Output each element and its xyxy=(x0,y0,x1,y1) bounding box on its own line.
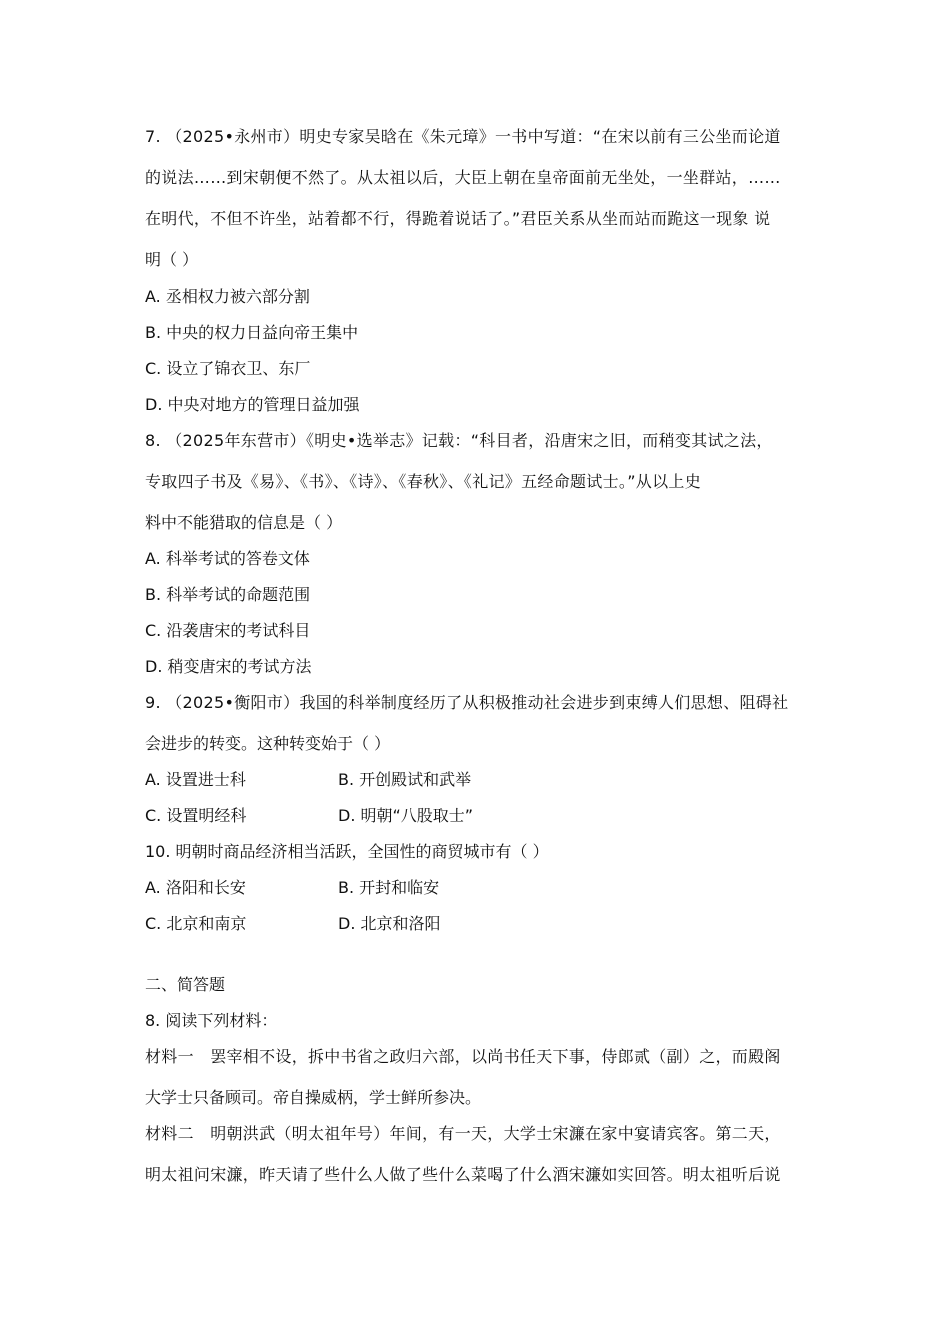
q7-option-b: B. 中央的权力日益向帝王集中 xyxy=(145,323,359,342)
q10-line-1: 10. 明朝时商品经济相当活跃，全国性的商贸城市有（ ） xyxy=(145,842,549,861)
q9-option-a: A. 设置进士科 xyxy=(145,770,246,789)
material-2-line-2: 明太祖问宋濂，昨天请了些什么人做了些什么菜喝了什么酒宋濂如实回答。明太祖听后说 xyxy=(145,1165,781,1184)
q9-line-1: 9. （2025•衡阳市）我国的科举制度经历了从积极推动社会进步到束缚人们思想、阻碍社 xyxy=(145,693,789,712)
q8-option-d: D. 稍变唐宋的考试方法 xyxy=(145,657,312,676)
material-1-line-1: 材料一 罢宰相不设，拆中书省之政归六部，以尚书任天下事，侍郎贰（副）之，而殿阁 xyxy=(145,1047,781,1066)
q9-option-c: C. 设置明经科 xyxy=(145,806,247,825)
s2-q8-title: 8. 阅读下列材料： xyxy=(145,1011,278,1030)
q7-option-a: A. 丞相权力被六部分割 xyxy=(145,287,310,306)
q8-option-b: B. 科举考试的命题范围 xyxy=(145,585,311,604)
q9-option-d: D. 明朝“八股取士” xyxy=(338,806,474,825)
q10-option-b: B. 开封和临安 xyxy=(338,878,440,897)
q7-line-3: 在明代，不但不许坐，站着都不行，得跪着说话了。”君臣关系从坐而站而跪这一现象 说 xyxy=(145,209,771,228)
material-2-line-1: 材料二 明朝洪武（明太祖年号）年间，有一天，大学士宋濂在家中宴请宾客。第二天， xyxy=(145,1124,781,1143)
q10-option-a: A. 洛阳和长安 xyxy=(145,878,246,897)
q7-line-2: 的说法……到宋朝便不然了。从太祖以后，大臣上朝在皇帝面前无坐处，一坐群站，…… xyxy=(145,168,781,187)
q7-option-d: D. 中央对地方的管理日益加强 xyxy=(145,395,360,414)
q9-option-b: B. 开创殿试和武举 xyxy=(338,770,472,789)
q7-option-c: C. 设立了锦衣卫、东厂 xyxy=(145,359,311,378)
q8-option-a: A. 科举考试的答卷文体 xyxy=(145,549,310,568)
q8-option-c: C. 沿袭唐宋的考试科目 xyxy=(145,621,311,640)
q10-option-c: C. 北京和南京 xyxy=(145,914,247,933)
q9-line-2: 会进步的转变。这种转变始于（ ） xyxy=(145,734,391,753)
section-heading: 二、简答题 xyxy=(145,975,226,994)
q8-line-1: 8. （2025年东营市）《明史•选举志》记载：“科目者，沿唐宋之旧，而稍变其试之法， xyxy=(145,431,773,450)
q8-line-3: 料中不能猎取的信息是（ ） xyxy=(145,513,343,532)
q7-line-4: 明（ ） xyxy=(145,250,199,269)
q7-line-1: 7. （2025•永州市）明史专家吴晗在《朱元璋》一书中写道：“在宋以前有三公坐而论道 xyxy=(145,127,781,146)
material-1-line-2: 大学士只备顾司。帝自操威柄，学士鲜所参决。 xyxy=(145,1088,482,1107)
q10-option-d: D. 北京和洛阳 xyxy=(338,914,441,933)
q8-line-2: 专取四子书及《易》、《书》、《诗》、《春秋》、《礼记》五经命题试士。”从以上史 xyxy=(145,472,701,491)
